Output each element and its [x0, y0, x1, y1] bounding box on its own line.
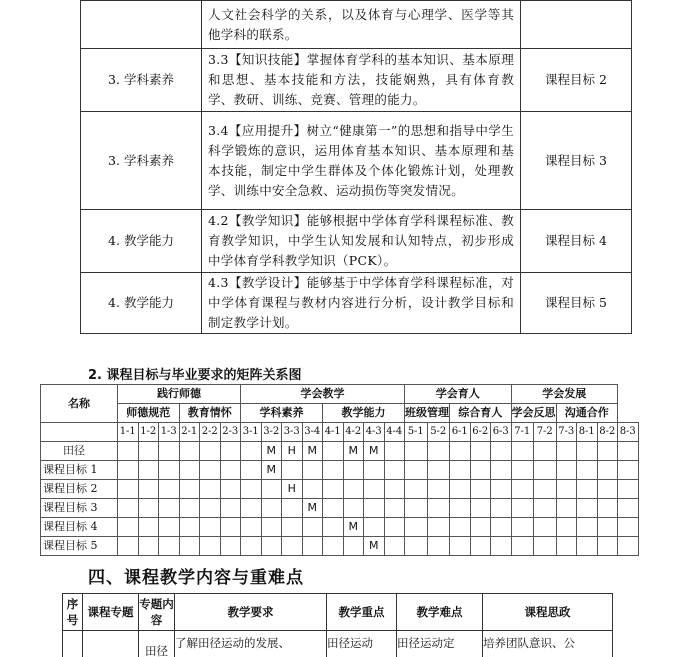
matrix-empty-cell — [405, 537, 428, 556]
matrix-subgroup-header: 综合育人 — [450, 404, 512, 423]
matrix-empty-cell — [511, 480, 534, 499]
matrix-empty-cell — [200, 442, 221, 461]
requirement-cell: 3. 学科素养 — [81, 112, 202, 210]
matrix-column-code: 4-1 — [323, 423, 344, 442]
detail-cell: 3.3【知识技能】掌握体育学科的基本知识、基本原理和思想、基本技能和方法，技能娴熟，具有体育教学、教研、训练、竞赛、管理的能力。 — [202, 49, 521, 112]
matrix-empty-cell — [179, 537, 200, 556]
matrix-empty-cell — [470, 442, 491, 461]
content-cell: 培养团队意识、公 — [483, 631, 613, 657]
matrix-empty-cell — [159, 518, 180, 537]
matrix-empty-cell — [577, 461, 598, 480]
matrix-empty-cell — [511, 499, 534, 518]
matrix-empty-cell — [241, 518, 262, 537]
matrix-empty-cell — [282, 499, 303, 518]
matrix-empty-cell — [556, 518, 577, 537]
matrix-empty-cell — [618, 461, 639, 480]
matrix-column-code: 2-3 — [220, 423, 241, 442]
matrix-column-code: 1-3 — [159, 423, 180, 442]
matrix-empty-cell — [597, 537, 618, 556]
matrix-empty-cell — [534, 499, 557, 518]
matrix-row — [41, 442, 639, 461]
matrix-empty-cell — [179, 442, 200, 461]
content-cell: 田径运动 — [327, 631, 397, 657]
matrix-empty-cell — [384, 480, 405, 499]
matrix-empty-cell — [282, 518, 303, 537]
matrix-empty-cell — [302, 518, 323, 537]
matrix-column-code: 3-2 — [261, 423, 282, 442]
matrix-empty-cell — [220, 480, 241, 499]
matrix-empty-cell — [138, 442, 159, 461]
matrix-empty-cell — [556, 480, 577, 499]
matrix-empty-cell — [491, 461, 512, 480]
matrix-empty-cell — [405, 480, 428, 499]
matrix-empty-cell — [282, 461, 303, 480]
matrix-empty-cell — [450, 499, 471, 518]
matrix-empty-cell — [534, 518, 557, 537]
matrix-mark: M — [364, 537, 385, 556]
matrix-empty-cell — [405, 461, 428, 480]
matrix-empty-cell — [427, 499, 450, 518]
matrix-subgroup-header: 学会反思 — [511, 404, 556, 423]
matrix-column-code: 7-3 — [556, 423, 577, 442]
matrix-empty-cell — [534, 537, 557, 556]
matrix-empty-cell — [200, 537, 221, 556]
matrix-row — [41, 499, 639, 518]
matrix-group-row — [41, 385, 639, 404]
matrix-empty-cell — [241, 499, 262, 518]
matrix-empty-cell — [261, 499, 282, 518]
header-cell: 教学难点 — [397, 594, 483, 631]
matrix-column-code: 3-1 — [241, 423, 262, 442]
matrix-empty-cell — [384, 442, 405, 461]
matrix-empty-cell — [405, 499, 428, 518]
detail-cell: 3.4【应用提升】树立“健康第一”的思想和指导中学生科学锻炼的意识，运用体育基本知识、基本原理和基本技能，制定中学生群体及个体化锻炼计划，处理教学、训练中安全急救、运动损伤等突发情况。 — [202, 112, 521, 210]
section-heading-content: 四、课程教学内容与重难点 — [88, 568, 304, 588]
matrix-empty-cell — [138, 518, 159, 537]
table-row — [81, 1, 632, 49]
matrix-empty-cell — [470, 537, 491, 556]
matrix-column-code: 6-3 — [491, 423, 512, 442]
detail-cell: 人文社会科学的关系，以及体育与心理学、医学等其他学科的联系。 — [202, 1, 521, 49]
matrix-mark: H — [282, 480, 303, 499]
detail-cell: 4.2【教学知识】能够根据中学体育学科课程标准、教育教学知识，中学生认知发展和认知特点，初步形成中学体育学科教学知识（PCK）。 — [202, 210, 521, 273]
content-cell: 田径 — [139, 631, 175, 657]
matrix-name-header: 名称 — [41, 385, 118, 423]
table-row — [81, 49, 632, 112]
matrix-column-code: 4-3 — [364, 423, 385, 442]
matrix-empty-cell — [405, 518, 428, 537]
matrix-column-code: 6-2 — [470, 423, 491, 442]
matrix-row-label: 课程目标 3 — [41, 499, 118, 518]
matrix-column-code: 2-1 — [179, 423, 200, 442]
matrix-empty-cell — [470, 461, 491, 480]
matrix-empty-cell — [384, 537, 405, 556]
matrix-empty-cell — [450, 442, 471, 461]
matrix-empty-cell — [364, 518, 385, 537]
matrix-empty-cell — [427, 518, 450, 537]
matrix-row — [41, 518, 639, 537]
matrix-empty-cell — [364, 480, 385, 499]
matrix-empty-cell — [241, 442, 262, 461]
matrix-group-header: 学会教学 — [241, 385, 405, 404]
objectives-table — [80, 0, 632, 334]
matrix-empty-cell — [200, 480, 221, 499]
matrix-row — [41, 461, 639, 480]
matrix-empty-cell — [241, 461, 262, 480]
matrix-empty-cell — [618, 499, 639, 518]
matrix-empty-cell — [343, 461, 364, 480]
matrix-empty-cell — [179, 518, 200, 537]
matrix-empty-cell — [118, 537, 139, 556]
matrix-empty-cell — [138, 461, 159, 480]
matrix-empty-cell — [302, 461, 323, 480]
matrix-empty-cell — [179, 461, 200, 480]
matrix-column-code: 5-2 — [427, 423, 450, 442]
matrix-row-label: 课程目标 5 — [41, 537, 118, 556]
requirement-cell — [81, 1, 202, 49]
matrix-empty-cell — [118, 461, 139, 480]
matrix-empty-cell — [491, 442, 512, 461]
matrix-empty-cell — [261, 480, 282, 499]
matrix-empty-cell — [427, 461, 450, 480]
header-cell: 课程专题 — [83, 594, 139, 631]
matrix-column-code: 4-4 — [384, 423, 405, 442]
matrix-empty-cell — [220, 461, 241, 480]
matrix-empty-cell — [364, 461, 385, 480]
matrix-empty-cell — [323, 461, 344, 480]
matrix-empty-cell — [491, 537, 512, 556]
target-cell: 课程目标 2 — [521, 49, 632, 112]
matrix-empty-cell — [618, 537, 639, 556]
requirement-cell: 3. 学科素养 — [81, 49, 202, 112]
matrix-empty-cell — [302, 537, 323, 556]
header-cell: 课程思政 — [483, 594, 613, 631]
table-row — [63, 631, 613, 657]
matrix-empty-cell — [597, 442, 618, 461]
matrix-subgroup-header: 师德规范 — [118, 404, 180, 423]
matrix-code-row — [41, 423, 639, 442]
matrix-empty-cell — [138, 480, 159, 499]
matrix-mark: M — [302, 442, 323, 461]
requirement-cell: 4. 教学能力 — [81, 273, 202, 334]
matrix-empty-cell — [577, 537, 598, 556]
matrix-empty-cell — [200, 518, 221, 537]
matrix-empty-cell — [470, 518, 491, 537]
matrix-empty-cell — [179, 480, 200, 499]
matrix-empty-cell — [323, 480, 344, 499]
matrix-empty-cell — [427, 442, 450, 461]
matrix-empty-cell — [200, 499, 221, 518]
matrix-empty-cell — [597, 499, 618, 518]
matrix-empty-cell — [343, 499, 364, 518]
matrix-empty-cell — [511, 518, 534, 537]
content-cell: 田径运动定 — [397, 631, 483, 657]
matrix-empty-cell — [556, 442, 577, 461]
header-cell: 教学重点 — [327, 594, 397, 631]
matrix-subgroup-header: 教学能力 — [323, 404, 405, 423]
matrix-row-label: 田径 — [41, 442, 118, 461]
matrix-subgroup-header: 沟通合作 — [556, 404, 618, 423]
matrix-empty-cell — [282, 537, 303, 556]
matrix-empty-cell — [384, 518, 405, 537]
matrix-group-header: 践行师德 — [118, 385, 241, 404]
matrix-column-code: 7-1 — [511, 423, 534, 442]
matrix-empty-cell — [159, 537, 180, 556]
matrix-empty-cell — [302, 480, 323, 499]
matrix-row — [41, 537, 639, 556]
content-cell — [63, 631, 83, 657]
matrix-empty-cell — [491, 480, 512, 499]
matrix-subgroup-header: 教育情怀 — [179, 404, 241, 423]
matrix-empty-cell — [556, 499, 577, 518]
table-row — [81, 273, 632, 334]
matrix-empty-cell — [220, 442, 241, 461]
matrix-empty-cell — [597, 518, 618, 537]
matrix-empty-cell — [556, 537, 577, 556]
matrix-empty-cell — [534, 461, 557, 480]
matrix-column-code: 8-3 — [618, 423, 639, 442]
matrix-empty-cell — [179, 499, 200, 518]
matrix-column-code: 3-4 — [302, 423, 323, 442]
matrix-subgroup-row — [41, 404, 639, 423]
matrix-empty-cell — [577, 499, 598, 518]
matrix-empty-cell — [159, 442, 180, 461]
matrix-empty-cell — [470, 480, 491, 499]
matrix-empty-cell — [597, 461, 618, 480]
matrix-column-code: 6-1 — [450, 423, 471, 442]
matrix-column-code: 1-1 — [118, 423, 139, 442]
requirement-cell: 4. 教学能力 — [81, 210, 202, 273]
target-cell: 课程目标 3 — [521, 112, 632, 210]
matrix-empty-cell — [534, 480, 557, 499]
matrix-mark: M — [343, 518, 364, 537]
matrix-empty-cell — [470, 499, 491, 518]
matrix-empty-cell — [343, 537, 364, 556]
matrix-group-header: 学会发展 — [511, 385, 618, 404]
matrix-empty-cell — [450, 537, 471, 556]
matrix-empty-cell — [261, 518, 282, 537]
matrix-empty-cell — [118, 499, 139, 518]
matrix-empty-cell — [364, 499, 385, 518]
matrix-column-code: 4-2 — [343, 423, 364, 442]
matrix-empty-cell — [220, 537, 241, 556]
matrix-empty-cell — [220, 518, 241, 537]
matrix-empty-cell — [511, 461, 534, 480]
matrix-empty-cell — [323, 442, 344, 461]
matrix-empty-cell — [597, 480, 618, 499]
matrix-empty-cell — [138, 537, 159, 556]
target-cell: 课程目标 4 — [521, 210, 632, 273]
matrix-empty-cell — [343, 480, 364, 499]
matrix-empty-cell — [323, 537, 344, 556]
matrix-empty-cell — [241, 480, 262, 499]
matrix-empty-cell — [427, 537, 450, 556]
matrix-empty-cell — [577, 480, 598, 499]
matrix-empty-cell — [384, 499, 405, 518]
matrix-empty-cell — [241, 537, 262, 556]
detail-cell: 4.3【教学设计】能够基于中学体育学科课程标准，对中学体育课程与教材内容进行分析，设计教学目标和制定教学计划。 — [202, 273, 521, 334]
matrix-column-code: 1-2 — [138, 423, 159, 442]
matrix-empty-cell — [384, 461, 405, 480]
matrix-mark: M — [302, 499, 323, 518]
matrix-mark: M — [261, 461, 282, 480]
matrix-empty-cell — [118, 518, 139, 537]
matrix-row-label: 课程目标 4 — [41, 518, 118, 537]
header-cell: 专题内容 — [139, 594, 175, 631]
target-cell: 课程目标 5 — [521, 273, 632, 334]
matrix-empty-cell — [556, 461, 577, 480]
matrix-empty-cell — [450, 518, 471, 537]
matrix-empty-cell — [323, 518, 344, 537]
matrix-empty-cell — [118, 480, 139, 499]
matrix-empty-cell — [159, 499, 180, 518]
matrix-row — [41, 480, 639, 499]
matrix-empty-cell — [138, 499, 159, 518]
matrix-empty-cell — [577, 518, 598, 537]
content-header-row — [63, 594, 613, 631]
matrix-table — [40, 384, 639, 556]
matrix-empty-cell — [511, 442, 534, 461]
matrix-column-code: 7-2 — [534, 423, 557, 442]
header-cell: 教学要求 — [175, 594, 327, 631]
matrix-empty-cell — [118, 442, 139, 461]
target-cell — [521, 1, 632, 49]
matrix-subgroup-header: 班级管理 — [405, 404, 450, 423]
table-row — [81, 210, 632, 273]
matrix-empty-cell — [577, 442, 598, 461]
matrix-column-code: 8-1 — [577, 423, 598, 442]
matrix-empty-cell — [618, 518, 639, 537]
matrix-column-code: 2-2 — [200, 423, 221, 442]
header-cell: 序号 — [63, 594, 83, 631]
matrix-empty-cell — [323, 499, 344, 518]
matrix-empty-cell — [450, 461, 471, 480]
matrix-empty-cell — [261, 537, 282, 556]
content-cell: 了解田径运动的发展、 — [175, 631, 327, 657]
matrix-empty-cell — [427, 480, 450, 499]
matrix-empty-cell — [200, 461, 221, 480]
matrix-mark: H — [282, 442, 303, 461]
matrix-empty-cell — [491, 499, 512, 518]
matrix-empty-cell — [450, 480, 471, 499]
matrix-row-label: 课程目标 2 — [41, 480, 118, 499]
matrix-empty-cell — [534, 442, 557, 461]
content-cell — [83, 631, 139, 657]
content-table — [62, 593, 613, 657]
matrix-row-label: 课程目标 1 — [41, 461, 118, 480]
matrix-empty-cell — [511, 537, 534, 556]
matrix-group-header: 学会育人 — [405, 385, 512, 404]
matrix-subgroup-header: 学科素养 — [241, 404, 323, 423]
matrix-mark: M — [343, 442, 364, 461]
matrix-empty-cell — [220, 499, 241, 518]
section-heading-matrix: 2. 课程目标与毕业要求的矩阵关系图 — [88, 368, 302, 383]
matrix-empty-cell — [159, 480, 180, 499]
matrix-column-code: 5-1 — [405, 423, 428, 442]
matrix-empty-cell — [618, 442, 639, 461]
matrix-empty-cell — [618, 480, 639, 499]
table-row — [81, 112, 632, 210]
matrix-column-code: 3-3 — [282, 423, 303, 442]
matrix-empty-cell — [41, 423, 118, 442]
matrix-mark: M — [364, 442, 385, 461]
matrix-empty-cell — [491, 518, 512, 537]
matrix-mark: M — [261, 442, 282, 461]
matrix-empty-cell — [159, 461, 180, 480]
matrix-empty-cell — [405, 442, 428, 461]
matrix-column-code: 8-2 — [597, 423, 618, 442]
